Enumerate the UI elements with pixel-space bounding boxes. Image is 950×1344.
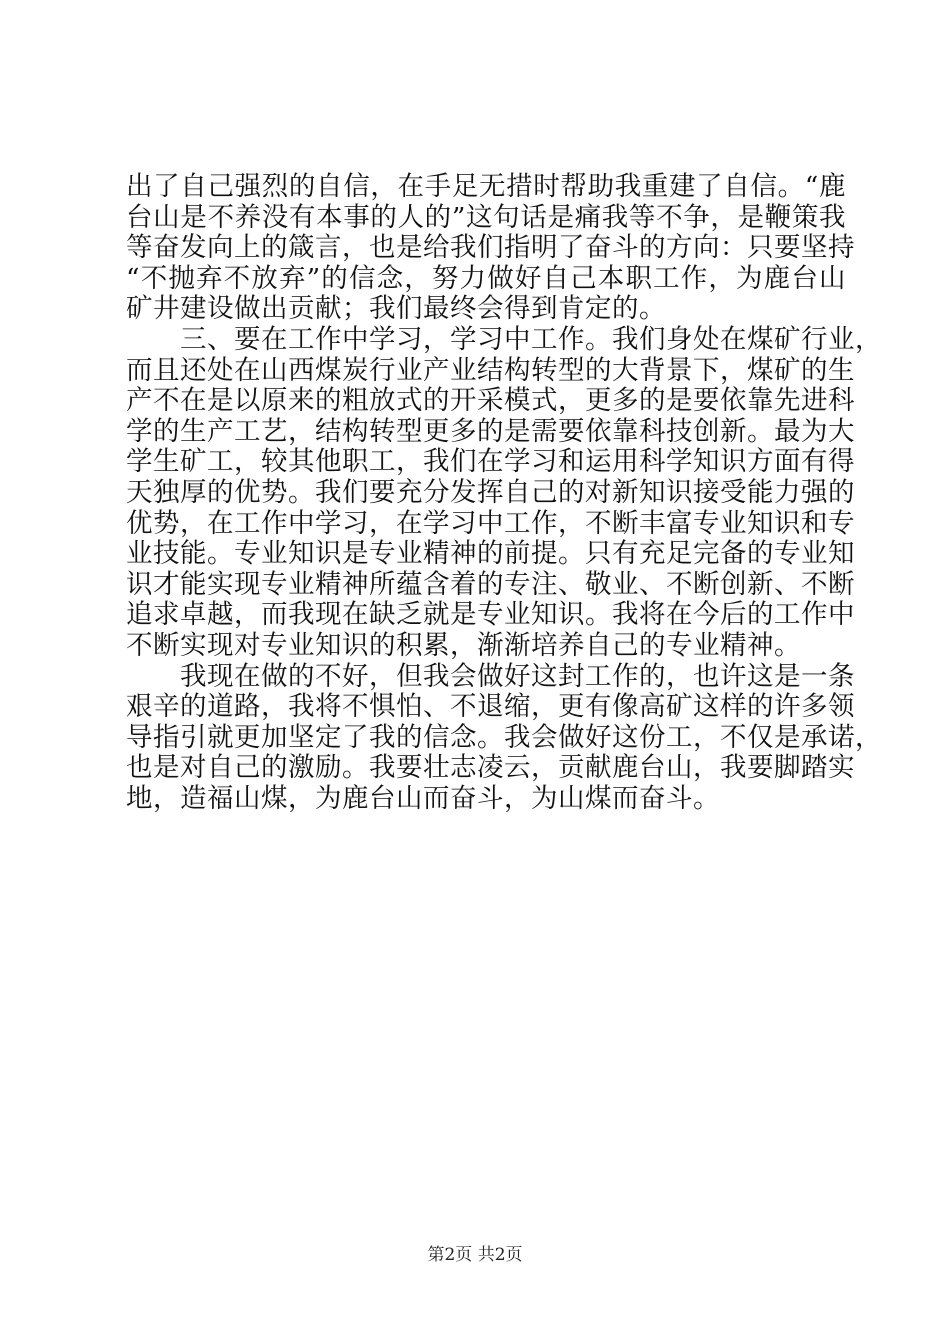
text-line: 学的生产工艺，结构转型更多的是需要依靠科技创新。最为大 [126,415,855,447]
text-line: 识才能实现专业精神所蕴含着的专注、敬业、不断创新、不断 [126,568,855,600]
text-line: 三、要在工作中学习，学习中工作。我们身处在煤矿行业， [126,323,882,355]
text-line: 业技能。专业知识是专业精神的前提。只有充足完备的专业知 [126,538,855,570]
text-line: 台山是不养没有本事的人的”这句话是痛我等不争，是鞭策我 [126,201,846,233]
text-line: 学生矿工，较其他职工，我们在学习和运用科学知识方面有得 [126,446,855,478]
text-line: 优势，在工作中学习，在学习中工作，不断丰富专业知识和专 [126,507,855,539]
text-line: 等奋发向上的箴言，也是给我们指明了奋斗的方向：只要坚持 [126,232,855,264]
text-line: 矿井建设做出贡献；我们最终会得到肯定的。 [126,293,666,325]
text-line: 产不在是以原来的粗放式的开采模式，更多的是要依靠先进科 [126,385,855,417]
text-line: 我现在做的不好，但我会做好这封工作的，也许这是一条 [126,660,855,692]
text-line: 也是对自己的激励。我要壮志凌云，贡献鹿台山，我要脚踏实 [126,752,855,784]
text-line: 艰辛的道路，我将不惧怕、不退缩，更有像高矿这样的许多领 [126,691,855,723]
text-line: “不抛弃不放弃”的信念，努力做好自己本职工作，为鹿台山 [126,262,846,294]
text-line: 出了自己强烈的自信，在手足无措时帮助我重建了自信。“鹿 [126,171,846,202]
text-line: 地，造福山煤，为鹿台山而奋斗，为山煤而奋斗。 [126,782,720,814]
text-line: 追求卓越，而我现在缺乏就是专业知识。我将在今后的工作中 [126,599,855,631]
text-line: 导指引就更加坚定了我的信念。我会做好这份工，不仅是承诺， [126,721,882,753]
page-number-footer: 第2页 共2页 [427,1245,523,1265]
text-line: 天独厚的优势。我们要充分发挥自己的对新知识接受能力强的 [126,476,855,508]
text-line: 不断实现对专业知识的积累，渐渐培养自己的专业精神。 [126,629,801,661]
body-text [126,171,882,814]
text-line: 而且还处在山西煤炭行业产业结构转型的大背景下，煤矿的生 [126,354,855,386]
